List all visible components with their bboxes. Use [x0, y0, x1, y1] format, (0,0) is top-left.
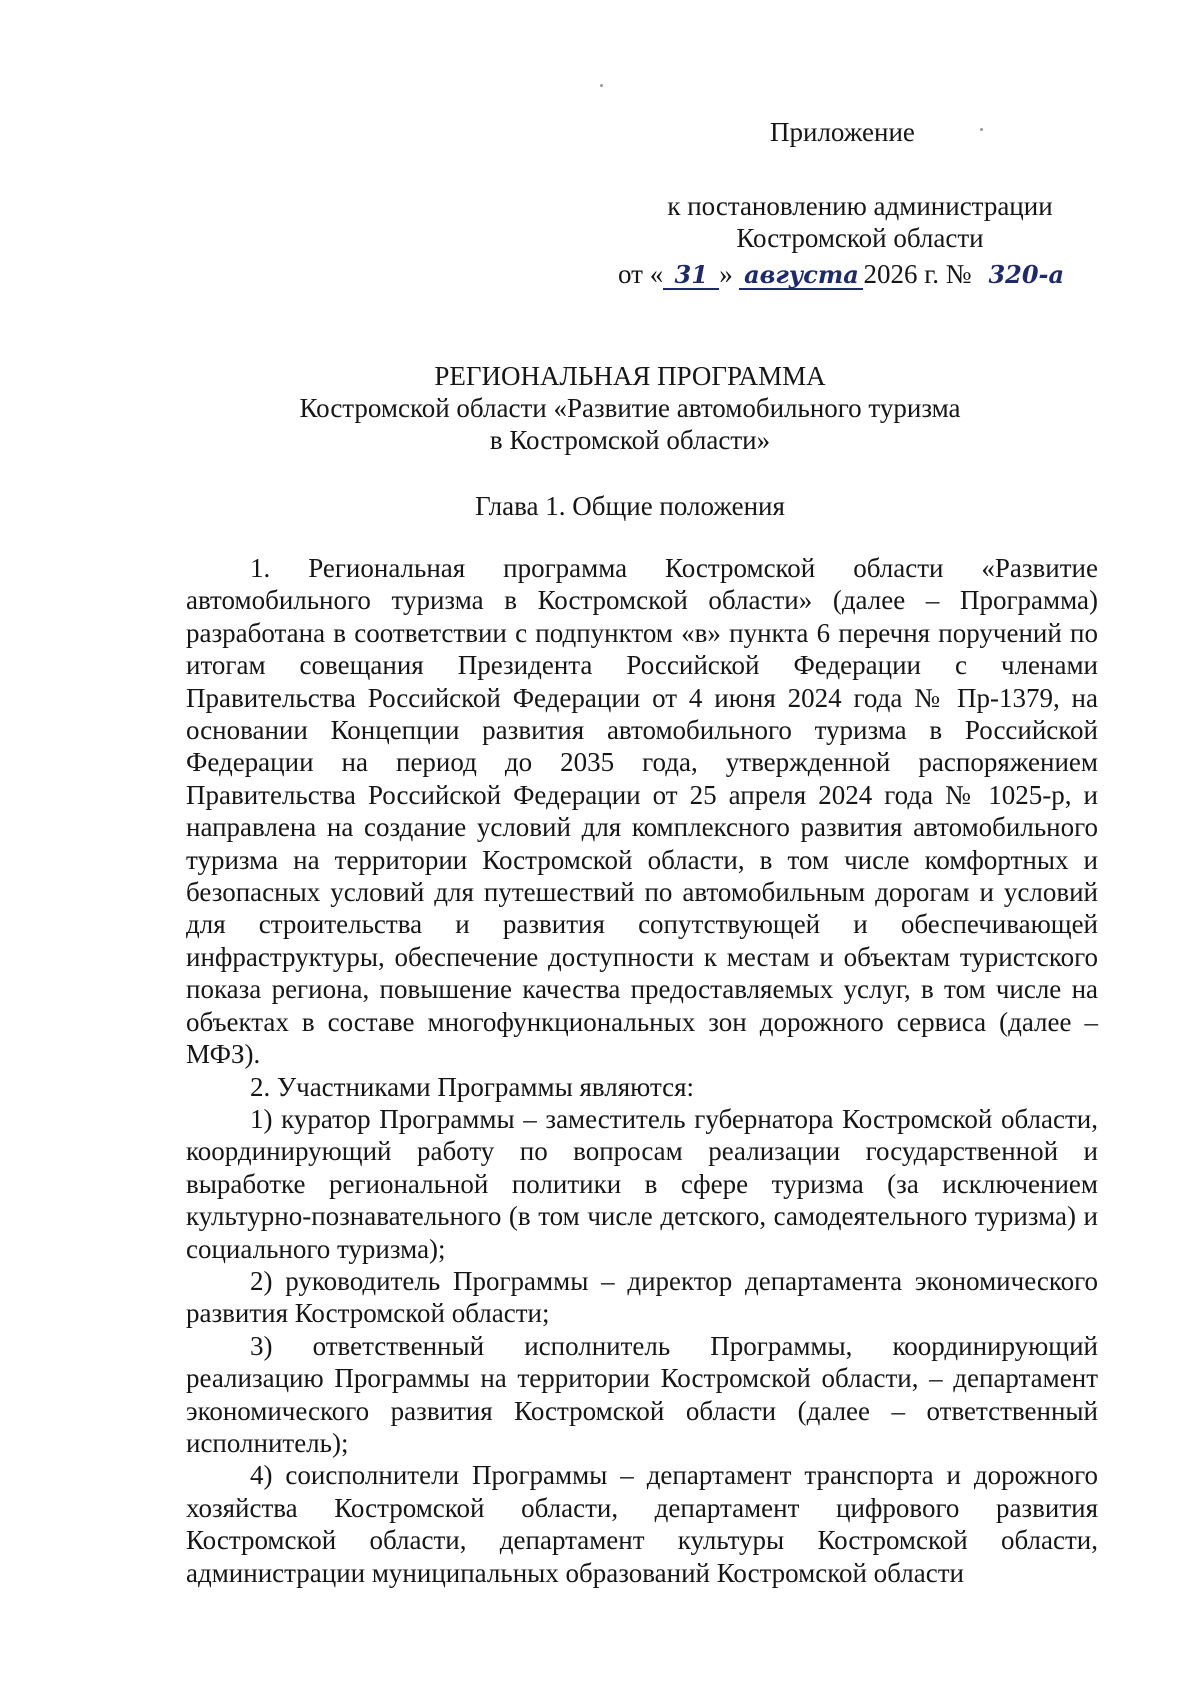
date-mid: » — [719, 259, 733, 289]
paragraph-2-item-3: 3) ответственный исполнитель Программы, координирующий реализацию Программы на территории Костромской области, – департамент экономического развития Костромской области (далее – ответственный исполнитель); — [186, 1330, 1098, 1458]
appendix-label: Приложение — [770, 117, 915, 147]
date-year: 2026 г. № — [863, 259, 972, 289]
paragraph-2-item-1: 1) куратор Программы – заместитель губернатора Костромской области, координирующий работу по вопросам реализации государственной и выработке региональной политики в сфере туризма (за исключением культурно-познавательного (в том числе детского, самодеятельного туризма) и социального туризма); — [186, 1103, 1098, 1264]
resolution-line-2: Костромской области — [736, 223, 984, 253]
paragraph-2-item-2: 2) руководитель Программы – директор департамента экономического развития Костромской области; — [186, 1265, 1098, 1329]
scan-speck — [980, 128, 983, 131]
handwritten-month: августа — [739, 262, 863, 290]
resolution-line-1: к постановлению администрации — [667, 191, 1053, 221]
title-line-1: РЕГИОНАЛЬНАЯ ПРОГРАММА — [434, 361, 826, 391]
paragraph-2: 2. Участниками Программы являются: — [250, 1071, 695, 1102]
date-prefix: от « — [618, 259, 664, 289]
paragraph-2-item-4: 4) соисполнители Программы – департамент транспорта и дорожного хозяйства Костромской области, департамент цифрового развития Костромской области, департамент культуры Костромской области, администрации муниципальных образований Костромской области — [186, 1460, 1098, 1588]
chapter-heading: Глава 1. Общие положения — [475, 491, 785, 521]
document-body — [186, 552, 1098, 1589]
paragraph-1: 1. Региональная программа Костромской области «Развитие автомобильного туризма в Костромской области» (далее – Программа) разработана в соответствии с подпунктом «в» пункта 6 перечня поручений по итогам совещания Президента Российской Федерации с членами Правительства Российской Федерации от 4 июня 2024 года № Пр-1379, на основании Концепции развития автомобильного туризма в Российской Федерации на период до 2035 года, утвержденной распоряжением Правительства Российской Федерации от 25 апреля 2024 года № 1025-р, и направлена на создание условий для комплексного развития автомобильного туризма на территории Костромской области, в том числе комфортных и безопасных условий для путешествий по автомобильным дорогам и условий для строительства и развития сопутствующей и обеспечивающей инфраструктуры, обеспечение доступности к местам и объектам туристского показа региона, повышение качества предоставляемых услуг, в том числе на объектах в составе многофункциональных зон дорожного сервиса (далее – МФЗ). — [186, 553, 1098, 1070]
handwritten-number: 320-а — [988, 260, 1065, 289]
program-title — [180, 360, 1080, 456]
handwritten-day: 31 — [663, 262, 719, 290]
resolution-date-line — [618, 258, 1074, 290]
title-line-2: Костромской области «Развитие автомобильного туризма — [299, 393, 961, 423]
title-line-3: в Костромской области» — [489, 425, 771, 455]
resolution-reference — [600, 190, 1120, 254]
scan-speck — [600, 84, 603, 87]
